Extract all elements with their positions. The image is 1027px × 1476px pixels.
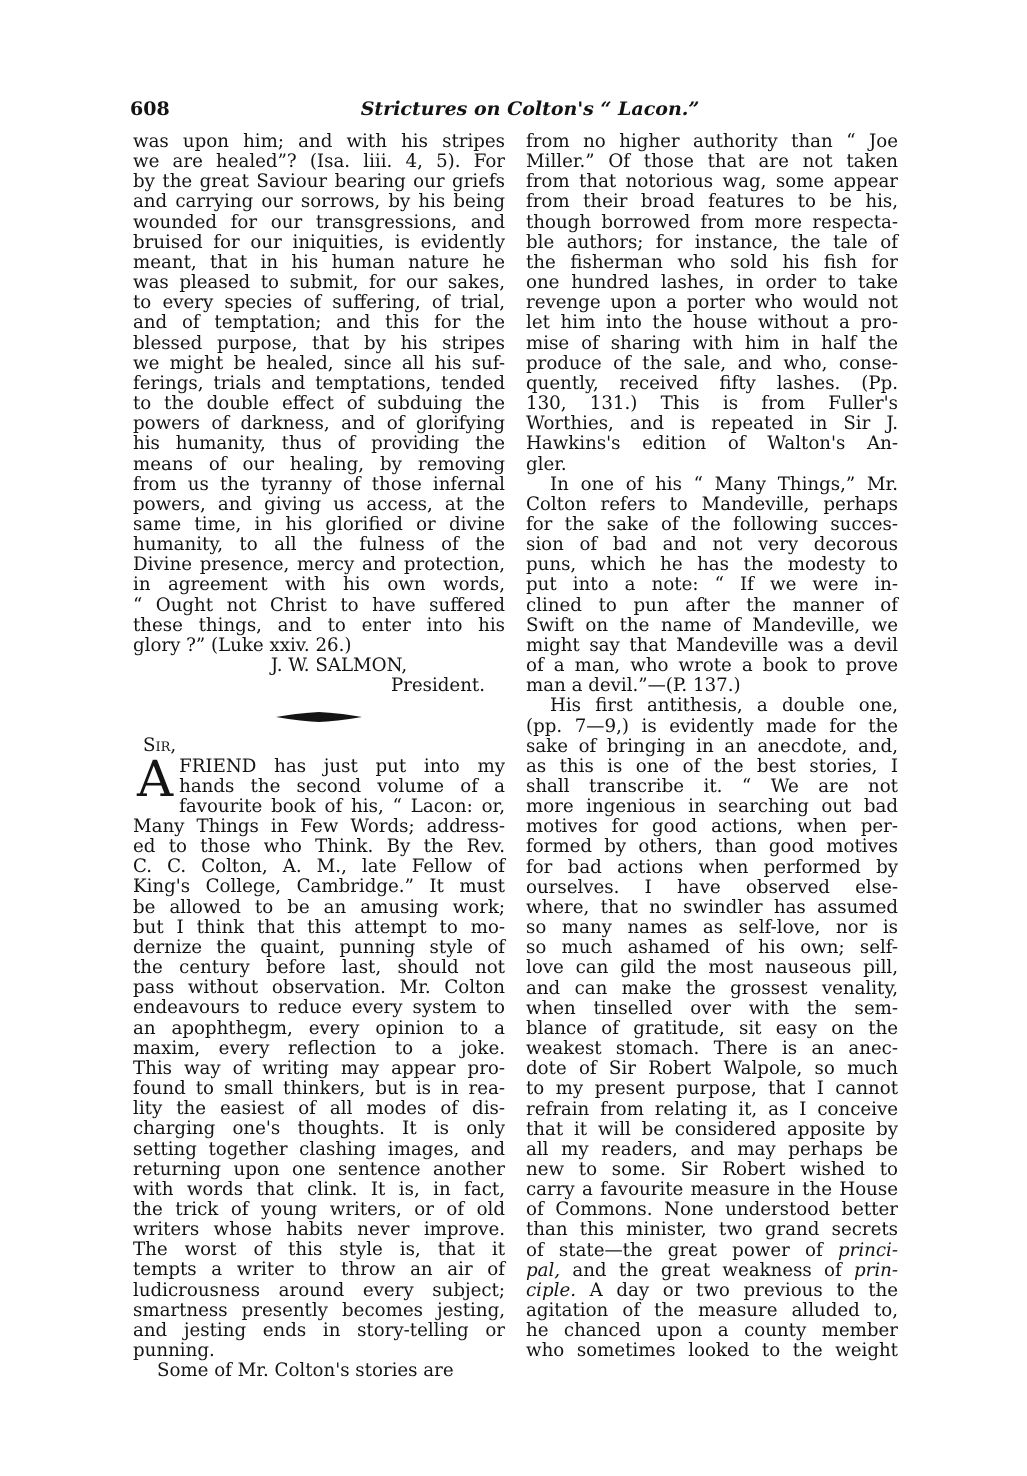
italic-principal: princi-: [837, 1239, 898, 1261]
text-line: produce of the sale, and who, conse-: [526, 352, 898, 374]
text-line: hands the second volume of a: [179, 775, 505, 797]
line-principal-lead: of state—the great power of: [526, 1239, 823, 1261]
text-line: for bad actions when performed by: [526, 856, 898, 878]
text-line: agitation of the measure alluded to,: [526, 1300, 898, 1322]
text-line: be allowed to be an amusing work;: [133, 896, 505, 918]
page-number: 608: [130, 98, 170, 120]
text-line: revenge upon a porter who would not: [526, 292, 898, 314]
text-line: Miller.” Of those that are not taken: [526, 151, 898, 173]
text-line: bruised for our iniquities, is evidently: [133, 231, 505, 253]
text-line: so much ashamed of his own; self-: [526, 937, 898, 959]
drop-cap: A: [137, 749, 174, 808]
text-line: from their broad features to be his,: [526, 191, 898, 213]
italic-pal: pal,: [526, 1259, 561, 1281]
text-line: In one of his “ Many Things,” Mr.: [550, 473, 898, 495]
text-line: puns, which he has the modesty to: [526, 554, 898, 576]
text-line: quently, received fifty lashes. (Pp.: [526, 372, 898, 394]
text-line: of a man, who wrote a book to prove: [526, 655, 898, 677]
text-line: for the sake of the following succes-: [526, 513, 898, 535]
italic-ciple: ciple.: [526, 1279, 577, 1301]
text-line: 130, 131.) This is from Fuller's: [526, 393, 898, 415]
text-line: The worst of this style is, that it: [133, 1239, 505, 1261]
text-line: sake of bringing in an anecdote, and,: [526, 735, 898, 757]
text-line: blessed purpose, that by his stripes: [133, 332, 505, 354]
line-after-ciple: A day or two previous to the: [576, 1279, 898, 1301]
text-line: dote of Sir Robert Walpole, so much: [526, 1058, 898, 1080]
text-line: gler.: [526, 453, 567, 475]
text-line: King's College, Cambridge.” It must: [133, 876, 505, 898]
text-line: but I think that this attempt to mo-: [133, 916, 505, 938]
text-line: and can make the grossest venality,: [526, 977, 898, 999]
text-line: His first antithesis, a double one,: [550, 695, 898, 717]
letter-first-line-rest: has just put into my: [256, 755, 505, 777]
text-line: ferings, trials and temptations, tended: [133, 372, 505, 394]
text-line: when tinselled over with the sem-: [526, 997, 898, 1019]
text-line: returning upon one sentence another: [133, 1158, 505, 1180]
text-line: from that notorious wag, some appear: [526, 171, 898, 193]
letter-first-word: FRIEND: [179, 755, 257, 777]
text-line: lity the easiest of all modes of dis-: [133, 1098, 505, 1120]
text-line: to my present purpose, that I cannot: [526, 1078, 898, 1100]
text-line: powers, and giving us access, at the: [133, 493, 505, 515]
italic-prin: prin-: [853, 1259, 898, 1281]
text-line: where, that no swindler has assumed: [526, 896, 898, 918]
text-line: in agreement with his own words,: [133, 574, 505, 596]
text-line: that it will be considered apposite by: [526, 1118, 898, 1140]
text-line: tempts a writer to throw an air of: [133, 1259, 505, 1281]
letter-paragraph: [133, 777, 505, 1362]
text-line: new to some. Sir Robert wished to: [526, 1158, 898, 1180]
text-line: let him into the house without a pro-: [526, 312, 898, 334]
text-line: blance of gratitude, sit easy on the: [526, 1017, 898, 1039]
text-line: to every species of suffering, of trial,: [133, 292, 505, 314]
text-line: though borrowed from more respecta-: [526, 211, 898, 233]
text-line: the century before last, should not: [133, 957, 505, 979]
left-column: [133, 132, 505, 1381]
text-line: formed by others, than good motives: [526, 836, 898, 858]
text-line: of Commons. None understood better: [526, 1199, 898, 1221]
text-line: glory ?” (Luke xxiv. 26.): [133, 634, 352, 656]
text-line: powers of darkness, and of glorifying: [133, 413, 505, 435]
text-line: same time, in his glorified or divine: [133, 513, 505, 535]
text-line: who sometimes looked to the weight: [526, 1340, 898, 1362]
text-line: ed to those who Think. By the Rev.: [133, 836, 505, 858]
text-line: man a devil.”—(P. 137.): [526, 675, 741, 697]
text-line: C. C. Colton, A. M., late Fellow of: [133, 856, 505, 878]
text-line: favourite book of his, “ Lacon: or,: [179, 795, 505, 817]
text-line: pass without observation. Mr. Colton: [133, 977, 505, 999]
text-line: these things, and to enter into his: [133, 614, 505, 636]
text-line: was upon him; and with his stripes: [133, 131, 505, 152]
text-line: punning.: [133, 1340, 215, 1362]
paragraph-joe-miller: [526, 132, 898, 475]
closing-paragraph: [133, 132, 505, 656]
text-line: as this is one of the best stories, I: [526, 755, 898, 777]
text-line: than this minister, two grand secrets: [526, 1219, 898, 1241]
line-principal: [526, 1241, 898, 1261]
text-line: one hundred lashes, in order to take: [526, 272, 898, 294]
text-line: love can gild the most nauseous pill,: [526, 957, 898, 979]
text-line: “ Ought not Christ to have suffered: [133, 594, 505, 616]
text-line: found to small thinkers, but is in rea-: [133, 1078, 505, 1100]
text-line: motives for good actions, when per-: [526, 816, 898, 838]
text-line: smartness presently becomes jesting,: [133, 1299, 505, 1321]
text-line: setting together clashing images, and: [133, 1138, 505, 1160]
text-line: endeavours to reduce every system to: [133, 997, 505, 1019]
text-line: and carrying our sorrows, by his being: [133, 191, 505, 213]
text-line: Divine presence, mercy and protection,: [133, 554, 505, 576]
text-line: with words that clink. It is, in fact,: [133, 1178, 505, 1200]
text-line: sion of bad and not very decorous: [526, 534, 898, 556]
text-line: so many names as self-love, nor is: [526, 917, 898, 939]
text-line: his humanity, thus of providing the: [133, 433, 505, 455]
text-line: Hawkins's edition of Walton's An-: [526, 433, 898, 455]
text-line: the fisherman who sold his fish for: [526, 251, 898, 273]
text-line: maxim, every reflection to a joke.: [133, 1037, 505, 1059]
text-line: refrain from relating it, as I conceive: [526, 1098, 898, 1120]
salutation: Sir,: [143, 735, 177, 757]
signature-name: J. W. SALMON,: [270, 655, 408, 677]
final-line: Some of Mr. Colton's stories are: [157, 1360, 454, 1382]
text-line: and jesting ends in story-telling or: [133, 1319, 505, 1341]
running-title: Strictures on Colton's “ Lacon.”: [360, 98, 700, 120]
text-line: Swift on the name of Mandeville, we: [526, 614, 898, 636]
text-line: from no higher authority than “ Joe: [526, 131, 898, 152]
text-line: clined to pun after the manner of: [526, 594, 898, 616]
text-line: might say that Mandeville was a devil: [526, 634, 898, 656]
paragraph-mandeville: [526, 475, 898, 697]
text-line: This way of writing may appear pro-: [133, 1057, 505, 1079]
right-column: [526, 132, 898, 1362]
text-line: we are healed”? (Isa. liii. 4, 5). For: [133, 151, 505, 173]
text-line: Colton refers to Mandeville, perhaps: [526, 493, 898, 515]
text-line: was pleased to submit, for our sakes,: [133, 272, 505, 294]
text-line: to the double effect of subduing the: [133, 393, 505, 415]
paragraph-antithesis-tail: [526, 1301, 898, 1361]
text-line: carry a favourite measure in the House: [526, 1179, 898, 1201]
text-line: ludicrousness around every subject;: [133, 1279, 505, 1301]
line-pal: [526, 1261, 898, 1281]
paragraph-antithesis: [526, 696, 898, 1240]
section-divider-ornament: [274, 710, 364, 724]
text-line: ble authors; for instance, the tale of: [526, 231, 898, 253]
text-line: an apophthegm, every opinion to a: [133, 1017, 505, 1039]
text-line: from us the tyranny of those infernal: [133, 473, 505, 495]
text-line: Many Things in Few Words; address-: [133, 816, 505, 837]
text-line: the trick of young writers, or of old: [133, 1198, 505, 1220]
text-line: all my readers, and may perhaps be: [526, 1138, 898, 1160]
text-line: weakest stomach. There is an anec-: [526, 1038, 898, 1060]
text-line: wounded for our transgressions, and: [133, 211, 505, 233]
line-after-pal: and the great weakness of: [560, 1259, 854, 1281]
text-line: (pp. 7—9,) is evidently made for the: [526, 715, 898, 737]
text-line: mise of sharing with him in half the: [526, 332, 898, 354]
letter-body: [133, 749, 505, 1362]
text-line: by the great Saviour bearing our griefs: [133, 171, 505, 193]
text-line: more ingenious in searching out bad: [526, 796, 898, 818]
text-line: we might be healed, since all his suf-: [133, 352, 505, 374]
text-line: dernize the quaint, punning style of: [133, 936, 505, 958]
text-line: and of temptation; and this for the: [133, 312, 505, 334]
text-line: ourselves. I have observed else-: [526, 876, 898, 898]
page-header: [130, 98, 910, 124]
text-line: humanity, to all the fulness of the: [133, 534, 505, 556]
signature-title: President.: [390, 675, 485, 697]
text-line: meant, that in his human nature he: [133, 251, 505, 273]
text-line: Worthies, and is repeated in Sir J.: [526, 413, 898, 435]
text-line: shall transcribe it. “ We are not: [526, 776, 898, 797]
text-line: means of our healing, by removing: [133, 453, 505, 475]
text-line: put into a note: “ If we were in-: [526, 574, 898, 596]
text-line: charging one's thoughts. It is only: [133, 1118, 505, 1140]
text-line: he chanced upon a county member: [526, 1320, 898, 1342]
text-line: writers whose habits never improve.: [133, 1219, 505, 1241]
line-ciple: [526, 1281, 898, 1301]
